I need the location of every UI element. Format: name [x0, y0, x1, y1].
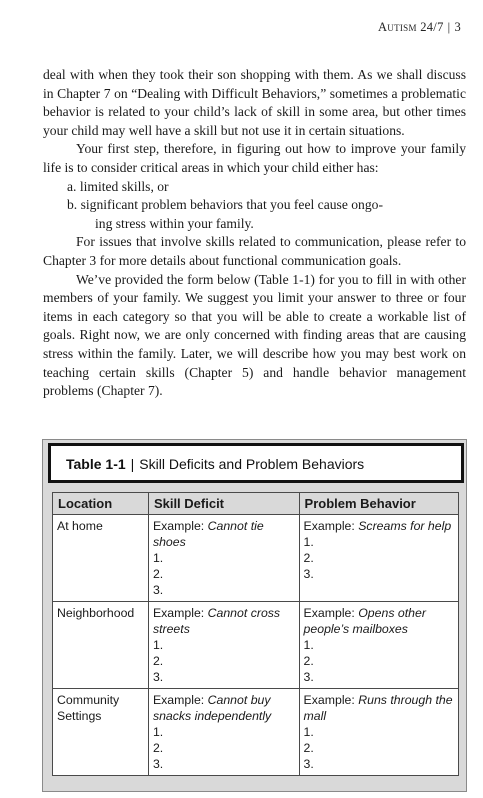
example-text: Cannot buy snacks independently: [152, 693, 272, 723]
location-cell: Community Settings: [53, 689, 149, 776]
example-prefix: Example:: [152, 519, 205, 533]
blank-line-2: 2.: [303, 741, 314, 755]
blank-line-1: 1.: [152, 725, 164, 739]
table-row: [53, 515, 459, 602]
blank-line-2: 2.: [152, 741, 164, 755]
header-skill-deficit: Skill Deficit: [148, 493, 299, 515]
table-title-text: Skill Deficits and Problem Behaviors: [139, 456, 365, 472]
example-text: Cannot tie shoes: [152, 519, 264, 549]
page-number: 3: [454, 20, 461, 34]
location-cell: At home: [53, 515, 149, 602]
table-header-row: [53, 493, 459, 515]
blank-line-2: 2.: [152, 654, 164, 668]
skill-deficit-cell: [148, 602, 299, 689]
blank-line-3: 3.: [303, 757, 314, 771]
list-item-b-continued: ing stress within your family.: [95, 215, 254, 231]
example-prefix: Example:: [303, 693, 355, 707]
location-cell: Neighborhood: [53, 602, 149, 689]
blank-line-1: 1.: [152, 551, 164, 565]
paragraph-4: We’ve provided the form below (Table 1-1) for you to fill in with other members of your family. We suggest you limit your answer to three or four items in each category so that you will be able to create a workable list of goals. Right now, we are only concerned with finding areas that are causing stress within the family. Later, we will describe how you may best work on teaching certain skills (Chapter 5) and handle behavior management problems (Chapter 7).: [43, 271, 466, 399]
blank-line-3: 3.: [303, 567, 314, 581]
paragraph-2: Your first step, therefore, in figuring out how to improve your family life is to consider critical areas in which your child either has:: [43, 141, 466, 175]
table-title-separator: |: [130, 456, 135, 472]
list-marker-b: b.: [67, 197, 78, 213]
header-location: Location: [53, 493, 149, 515]
header-problem-behavior: Problem Behavior: [299, 493, 458, 515]
running-head-title: Autism 24/7: [377, 20, 444, 34]
blank-line-1: 1.: [152, 638, 164, 652]
problem-behavior-cell: [299, 602, 458, 689]
blank-line-3: 3.: [152, 583, 164, 597]
blank-line-2: 2.: [152, 567, 164, 581]
example-prefix: Example:: [152, 606, 205, 620]
list-item-a: [43, 178, 466, 197]
example-text: Runs through the mall: [303, 693, 453, 723]
table-label: Table 1-1: [66, 456, 126, 472]
example-text: Opens other people’s mailboxes: [303, 606, 426, 636]
blank-line-2: 2.: [303, 551, 314, 565]
blank-line-3: 3.: [152, 670, 164, 684]
blank-line-3: 3.: [152, 757, 164, 771]
blank-line-1: 1.: [303, 535, 314, 549]
example-prefix: Example:: [303, 519, 355, 533]
example-text: Cannot cross streets: [152, 606, 281, 636]
table-row: [53, 689, 459, 776]
skill-example: [153, 518, 295, 550]
skill-example: [153, 605, 295, 637]
skill-deficit-cell: [148, 515, 299, 602]
list-item-b: [43, 196, 466, 215]
table-row: [53, 602, 459, 689]
blank-line-2: 2.: [303, 654, 314, 668]
list-text-a: limited skills, or: [79, 178, 169, 194]
running-head: [378, 20, 461, 35]
blank-line-3: 3.: [303, 670, 314, 684]
skill-example: [153, 692, 295, 724]
problem-behavior-cell: [299, 689, 458, 776]
list-marker-a: a.: [67, 178, 77, 194]
table-title: [48, 443, 464, 483]
table-box: [42, 439, 467, 792]
problem-behavior-cell: [299, 515, 458, 602]
list-text-b: significant problem behaviors that you feel cause ongo-: [80, 197, 383, 213]
example-prefix: Example:: [152, 693, 205, 707]
behavior-example: [304, 605, 454, 637]
example-text: Screams for help: [358, 519, 452, 533]
behavior-example: [304, 692, 454, 724]
blank-line-1: 1.: [303, 638, 314, 652]
skills-table: [52, 492, 459, 776]
body-text: [43, 66, 466, 401]
blank-line-1: 1.: [303, 725, 314, 739]
example-prefix: Example:: [303, 606, 355, 620]
behavior-example: [304, 518, 454, 534]
paragraph-3: For issues that involve skills related to communication, please refer to Chapter 3 for more details about functional communication goals.: [43, 234, 466, 268]
skill-deficit-cell: [148, 689, 299, 776]
paragraph-1: deal with when they took their son shopping with them. As we shall discuss in Chapter 7 on “Dealing with Difficult Behaviors,” sometimes a problematic behavior is related to your child’s lack of skill in some area, but other times your child may well have a skill but not use it in certain situations.: [43, 67, 466, 138]
running-head-separator: |: [447, 20, 451, 34]
